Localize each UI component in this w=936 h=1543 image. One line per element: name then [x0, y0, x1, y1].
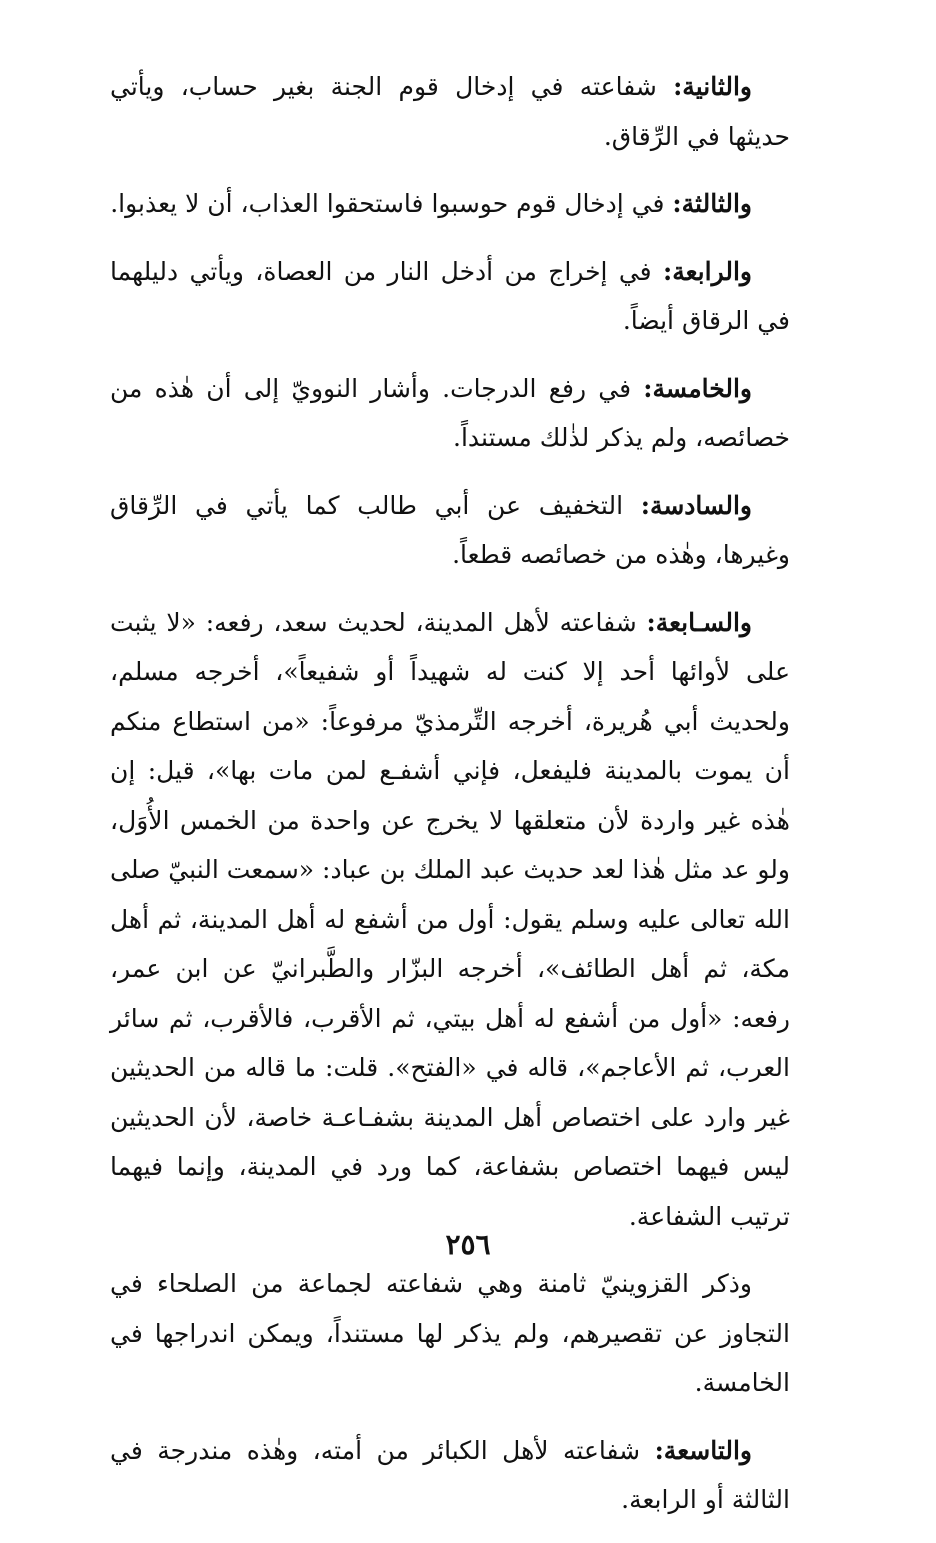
page-body — [110, 62, 790, 1543]
page-number: ٢٥٦ — [445, 1228, 491, 1261]
paragraph-text: في إخراج من أدخل النار من العصاة، ويأتي دليلهما في الرقاق أيضاً. — [110, 256, 790, 335]
paragraph-second — [110, 62, 790, 161]
paragraph-fourth — [110, 247, 790, 346]
paragraph-text: في إدخال قوم حوسبوا فاستحقوا العذاب، أن لا يعذبوا. — [110, 189, 673, 218]
paragraph-text: شفاعته في إدخال قوم الجنة بغير حساب، ويأتي حديثها في الرِّقاق. — [110, 72, 790, 151]
paragraph-lead: والثانية: — [673, 72, 752, 101]
paragraph-lead: والتاسعة: — [654, 1435, 752, 1465]
paragraph-text: وذكر القزوينيّ ثامنة وهي شفاعته لجماعة من الصلحاء في التجاوز عن تقصيرهم، ولم يذكر لها مستنداً، ويمكن اندراجها في الخامسة. — [110, 1269, 790, 1397]
paragraph-text: شفاعته لأهل المدينة، لحديث سعد، رفعه: «لا يثبت على لأوائها أحد إلا كنت له شهيداً أو شفيعاً»، أخرجه مسلم، ولحديث أبي هُريرة، أخرجه التِّرمذيّ مرفوعاً: «من استطاع منكم أن يموت بالمدينة فليفعل، فإني أشفـع لمن مات بها»، قيل: إن هٰذه غير واردة لأن متعلقها لا يخرج عن واحدة من الخمس الأُوَل، ولو عد مثل هٰذا لعد حديث عبد الملك بن عباد: «سمعت النبيّ صلى الله تعالى عليه وسلم يقول: أول من أشفع له أهل المدينة، ثم أهل مكة، ثم أهل الطائف»، أخرجه البزّار والطَّبرانيّ عن ابن عمر، رفعه: «أول من أشفع له أهل بيتي، ثم الأقرب، فالأقرب، ثم سائر العرب، ثم الأعاجم»، قاله في «الفتح». قلت: ما قاله من الحديثين غير وارد على اختصاص أهل المدينة بشفـاعـة خاصة، لأن الحديثين ليس فيهما اختصاص بشفاعة، كما ورد في المدينة، وإنما فيهما ترتيب الشفاعة. — [110, 607, 790, 1231]
paragraph-sixth — [110, 481, 790, 580]
paragraph-third — [110, 179, 790, 229]
paragraph-eighth — [110, 1259, 790, 1408]
paragraph-lead: والسادسة: — [640, 490, 752, 520]
paragraph-ninth — [110, 1426, 790, 1525]
paragraph-fifth — [110, 364, 790, 463]
paragraph-text: في رفع الدرجات. وأشار النوويّ إلى أن هٰذه من خصائصه، ولم يذكر لذٰلك مستنداً. — [110, 373, 790, 452]
paragraph-text: شفاعته لأهل الكبائر من أمته، وهٰذه مندرجة في الثالثة أو الرابعة. — [110, 1435, 790, 1514]
paragraph-lead: والرابعة: — [662, 256, 752, 286]
paragraph-lead: والسـابعة: — [646, 607, 752, 637]
paragraph-text: التخفيف عن أبي طالب كما يأتي في الرِّقاق وغيرها، وهٰذه من خصائصه قطعاً. — [110, 490, 790, 569]
paragraph-seventh — [110, 598, 790, 1242]
paragraph-lead: والخامسة: — [643, 373, 752, 403]
paragraph-lead: والثالثة: — [672, 189, 752, 218]
